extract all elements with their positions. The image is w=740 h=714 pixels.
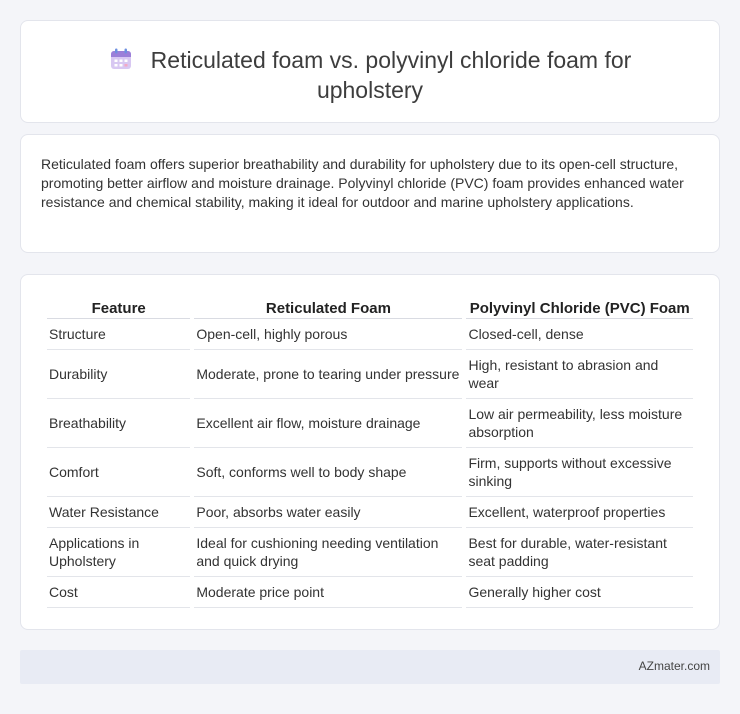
table-row [47,528,693,577]
cell-feature: Water Resistance [47,497,190,528]
header-pvc: Polyvinyl Chloride (PVC) Foam [466,295,693,319]
cell-reticulated: Moderate price point [194,577,462,608]
cell-feature: Durability [47,350,190,399]
page-title [21,45,719,105]
footer-brand[interactable]: AZmater.com [638,659,710,673]
cell-feature: Breathability [47,399,190,448]
cell-reticulated: Moderate, prone to tearing under pressure [194,350,462,399]
cell-pvc: Generally higher cost [466,577,693,608]
cell-feature: Applications in Upholstery [47,528,190,577]
cell-feature: Comfort [47,448,190,497]
intro-card [20,134,720,253]
table-row [47,497,693,528]
cell-reticulated: Open-cell, highly porous [194,319,462,350]
comparison-table [43,295,697,608]
table-row [47,448,693,497]
table-row [47,350,693,399]
cell-pvc: Low air permeability, less moisture absorption [466,399,693,448]
cell-feature: Structure [47,319,190,350]
table-row [47,319,693,350]
cell-pvc: Excellent, waterproof properties [466,497,693,528]
title-line-2: upholstery [316,77,424,103]
cell-feature: Cost [47,577,190,608]
cell-reticulated: Excellent air flow, moisture drainage [194,399,462,448]
cell-pvc: Closed-cell, dense [466,319,693,350]
cell-pvc: Best for durable, water-resistant seat padding [466,528,693,577]
cell-reticulated: Ideal for cushioning needing ventilation and quick drying [194,528,462,577]
table-row [47,577,693,608]
cell-pvc: High, resistant to abrasion and wear [466,350,693,399]
cell-pvc: Firm, supports without excessive sinking [466,448,693,497]
title-line-1: Reticulated foam vs. polyvinyl chloride foam for [150,47,632,73]
header-feature: Feature [47,295,190,319]
cell-reticulated: Soft, conforms well to body shape [194,448,462,497]
intro-paragraph: Reticulated foam offers superior breathability and durability for upholstery due to its open-cell structure, promoting better airflow and moisture drainage. Polyvinyl chloride (PVC) foam provides enhanced water resistance and chemical stability, making it ideal for outdoor and marine upholstery applications. [41,156,684,210]
calendar-icon [109,47,133,71]
table-header-row [47,295,693,319]
table-row [47,399,693,448]
title-card [20,20,720,123]
comparison-card [20,274,720,630]
cell-reticulated: Poor, absorbs water easily [194,497,462,528]
header-reticulated: Reticulated Foam [194,295,462,319]
footer-bar [20,650,720,684]
